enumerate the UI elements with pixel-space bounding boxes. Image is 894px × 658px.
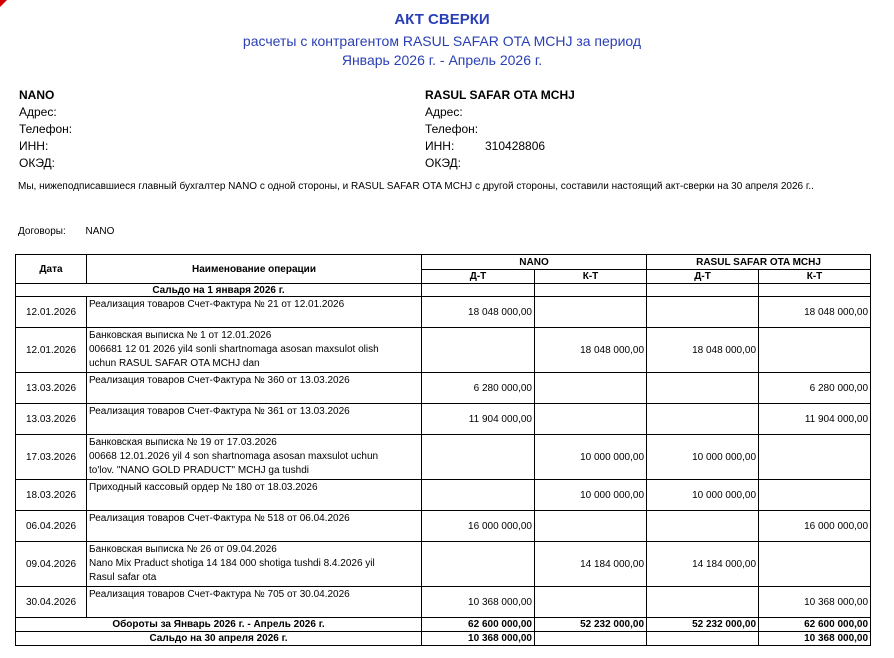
row-rasul-debit: 10 000 000,00 — [647, 435, 759, 480]
turnover-label: Обороты за Январь 2026 г. - Апрель 2026 г. — [16, 618, 422, 632]
row-rasul-debit — [647, 297, 759, 328]
closing-rasul-debit — [647, 632, 759, 646]
party-left — [19, 87, 72, 172]
row-nano-credit — [535, 587, 647, 618]
party-right-oked: ОКЭД: — [425, 156, 462, 170]
closing-balance-label: Сальдо на 30 апреля 2026 г. — [16, 632, 422, 646]
intro-paragraph: Мы, нижеподписавшиеся главный бухгалтер NANO с одной стороны, и RASUL SAFAR OTA MCHJ с другой стороны, составили настоящий акт-сверки на 30 апреля 2026 г.. — [18, 181, 814, 192]
row-nano-debit — [422, 480, 535, 511]
party-left-name: NANO — [19, 88, 55, 102]
turnover-nano-credit: 52 232 000,00 — [535, 618, 647, 632]
row-nano-debit: 11 904 000,00 — [422, 404, 535, 435]
table-row — [16, 542, 871, 587]
turnover-rasul-debit: 52 232 000,00 — [647, 618, 759, 632]
row-rasul-credit — [759, 542, 871, 587]
row-operation-line: uchun RASUL SAFAR OTA MCHJ dan — [89, 358, 260, 369]
row-operation-line: Реализация товаров Счет-Фактура № 518 от 06.04.2026 — [89, 513, 350, 524]
row-nano-debit — [422, 435, 535, 480]
row-rasul-debit — [647, 404, 759, 435]
reconciliation-table — [15, 254, 871, 646]
row-rasul-credit: 10 368 000,00 — [759, 587, 871, 618]
document-period: Январь 2026 г. - Апрель 2026 г. — [341, 52, 543, 68]
row-nano-credit — [535, 404, 647, 435]
row-operation-line: Реализация товаров Счет-Фактура № 360 от 13.03.2026 — [89, 375, 350, 386]
table-row — [16, 404, 871, 435]
row-nano-debit: 6 280 000,00 — [422, 373, 535, 404]
row-date: 30.04.2026 — [16, 587, 87, 618]
table-row — [16, 435, 871, 480]
turnover-rasul-credit: 62 600 000,00 — [759, 618, 871, 632]
contracts-label: Договоры: — [18, 226, 66, 237]
party-right-inn-value: 310428806 — [485, 139, 546, 153]
party-right-inn-row — [425, 138, 575, 155]
header-nano-debit: Д-Т — [422, 270, 535, 284]
row-nano-debit — [422, 328, 535, 373]
table-row — [16, 297, 871, 328]
table-row — [16, 373, 871, 404]
row-nano-credit: 18 048 000,00 — [535, 328, 647, 373]
row-rasul-debit: 10 000 000,00 — [647, 480, 759, 511]
row-operation-line: 00668 12.01.2026 yil 4 son shartnomaga asosan maxsulot uchun — [89, 451, 379, 462]
header-rasul-credit: К-Т — [759, 270, 871, 284]
row-date: 18.03.2026 — [16, 480, 87, 511]
row-operation — [87, 328, 422, 373]
turnover-row — [16, 618, 871, 632]
row-operation-line: Банковская выписка № 26 от 09.04.2026 — [89, 544, 277, 555]
header-rasul-debit: Д-Т — [647, 270, 759, 284]
header-operation: Наименование операции — [87, 255, 422, 284]
row-operation — [87, 297, 422, 328]
row-operation — [87, 511, 422, 542]
party-right-address: Адрес: — [425, 105, 463, 119]
row-operation-line: Реализация товаров Счет-Фактура № 21 от 12.01.2026 — [89, 299, 345, 310]
party-left-oked: ОКЭД: — [19, 156, 56, 170]
turnover-nano-debit: 62 600 000,00 — [422, 618, 535, 632]
table-row — [16, 511, 871, 542]
row-operation-line: Приходный кассовый ордер № 180 от 18.03.2026 — [89, 482, 318, 493]
row-nano-credit: 10 000 000,00 — [535, 435, 647, 480]
row-operation-line: Банковская выписка № 1 от 12.01.2026 — [89, 330, 272, 341]
table-row — [16, 587, 871, 618]
row-rasul-debit: 14 184 000,00 — [647, 542, 759, 587]
party-left-address: Адрес: — [19, 105, 57, 119]
party-left-inn: ИНН: — [19, 139, 49, 153]
row-date: 17.03.2026 — [16, 435, 87, 480]
row-rasul-credit — [759, 328, 871, 373]
opening-balance-row — [16, 284, 871, 297]
party-right-inn-label: ИНН: — [425, 139, 455, 153]
row-operation-line: to'lov. "NANO GOLD PRADUCT" MCHJ ga tushdi — [89, 465, 309, 476]
row-operation-line: Реализация товаров Счет-Фактура № 705 от 30.04.2026 — [89, 589, 350, 600]
contracts-line — [18, 226, 114, 237]
row-operation-line: Nano Mix Praduct shotiga 14 184 000 shotiga tushdi 8.4.2026 yil — [89, 558, 375, 569]
row-operation-line: Rasul safar ota — [89, 572, 157, 583]
table-row — [16, 480, 871, 511]
closing-nano-debit: 10 368 000,00 — [422, 632, 535, 646]
party-right-phone: Телефон: — [425, 122, 479, 136]
row-rasul-credit — [759, 435, 871, 480]
row-nano-credit — [535, 297, 647, 328]
row-rasul-credit: 6 280 000,00 — [759, 373, 871, 404]
closing-nano-credit — [535, 632, 647, 646]
row-rasul-debit — [647, 511, 759, 542]
row-rasul-credit — [759, 480, 871, 511]
row-nano-credit — [535, 511, 647, 542]
row-nano-credit: 10 000 000,00 — [535, 480, 647, 511]
row-operation-line: 006681 12 01 2026 yil4 sonli shartnomaga asosan maxsulot olish — [89, 344, 379, 355]
header-group-nano: NANO — [422, 255, 647, 270]
header-date: Дата — [16, 255, 87, 284]
row-date: 09.04.2026 — [16, 542, 87, 587]
party-right — [425, 87, 575, 172]
row-rasul-debit — [647, 587, 759, 618]
party-left-phone: Телефон: — [19, 122, 73, 136]
row-nano-debit: 16 000 000,00 — [422, 511, 535, 542]
row-operation — [87, 404, 422, 435]
row-nano-debit — [422, 542, 535, 587]
row-operation-line: Банковская выписка № 19 от 17.03.2026 — [89, 437, 277, 448]
page-corner-marker — [0, 0, 7, 7]
closing-rasul-credit: 10 368 000,00 — [759, 632, 871, 646]
row-date: 06.04.2026 — [16, 511, 87, 542]
row-operation — [87, 435, 422, 480]
row-rasul-credit: 18 048 000,00 — [759, 297, 871, 328]
document-title: АКТ СВЕРКИ — [394, 11, 490, 28]
row-operation — [87, 587, 422, 618]
row-operation-line: Реализация товаров Счет-Фактура № 361 от 13.03.2026 — [89, 406, 350, 417]
opening-balance-label: Сальдо на 1 января 2026 г. — [16, 284, 422, 297]
party-right-name: RASUL SAFAR OTA MCHJ — [425, 88, 575, 102]
contracts-value: NANO — [85, 226, 115, 237]
row-date: 13.03.2026 — [16, 373, 87, 404]
row-rasul-debit — [647, 373, 759, 404]
closing-balance-row — [16, 632, 871, 646]
row-operation — [87, 373, 422, 404]
row-date: 13.03.2026 — [16, 404, 87, 435]
row-date: 12.01.2026 — [16, 297, 87, 328]
row-rasul-credit: 16 000 000,00 — [759, 511, 871, 542]
row-nano-credit: 14 184 000,00 — [535, 542, 647, 587]
row-nano-credit — [535, 373, 647, 404]
header-nano-credit: К-Т — [535, 270, 647, 284]
row-rasul-debit: 18 048 000,00 — [647, 328, 759, 373]
table-row — [16, 328, 871, 373]
document-subtitle: расчеты с контрагентом RASUL SAFAR OTA MCHJ за период — [242, 33, 642, 49]
row-nano-debit: 18 048 000,00 — [422, 297, 535, 328]
header-group-rasul: RASUL SAFAR OTA MCHJ — [647, 255, 871, 270]
row-rasul-credit: 11 904 000,00 — [759, 404, 871, 435]
row-nano-debit: 10 368 000,00 — [422, 587, 535, 618]
row-date: 12.01.2026 — [16, 328, 87, 373]
row-operation — [87, 542, 422, 587]
row-operation — [87, 480, 422, 511]
